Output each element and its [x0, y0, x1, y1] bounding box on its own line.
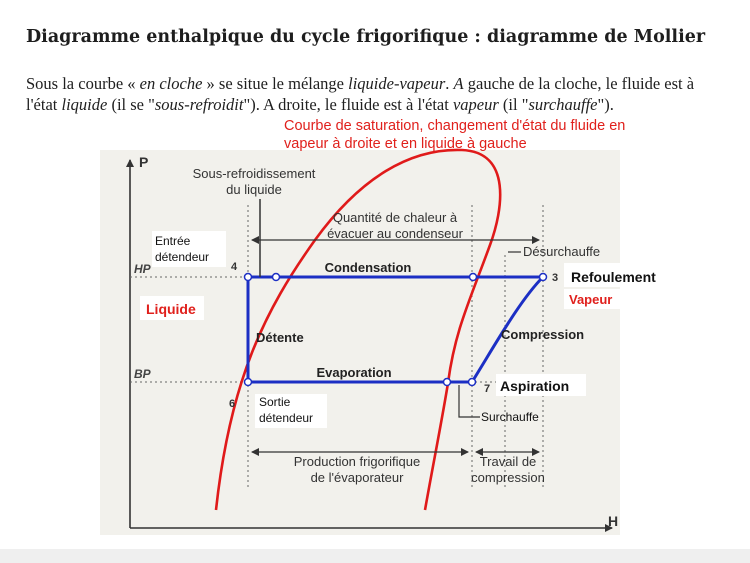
production-label-2: de l'évaporateur [310, 470, 404, 485]
travail-label-1: Travail de [479, 454, 537, 469]
sous-refroidissement-label-2: du liquide [226, 182, 282, 197]
para-text: » se situe le mélange [202, 74, 349, 93]
para-text: "). [597, 95, 614, 114]
production-label-1: Production frigorifique [293, 454, 421, 469]
chaleur-label-2: évacuer au condenseur [327, 226, 463, 241]
vapeur-label: Vapeur [569, 292, 613, 307]
para-italic: liquide-vapeur [348, 74, 446, 93]
evaporation-label: Evaporation [316, 365, 392, 380]
para-text: . [445, 74, 454, 93]
detente-label: Détente [256, 330, 304, 345]
para-text: (il " [498, 95, 529, 114]
compression-label: Compression [501, 327, 585, 342]
saturation-annotation [284, 117, 625, 153]
point-evap-saturation [444, 379, 451, 386]
saturation-annotation-line-2: vapeur à droite et en liquide à gauche [284, 136, 527, 152]
liquide-label: Liquide [146, 301, 196, 317]
axis-h-label: H [608, 513, 619, 529]
point-6 [245, 379, 252, 386]
point-7 [469, 379, 476, 386]
entree-label-1: Entrée [155, 234, 191, 248]
number-3: 3 [552, 272, 559, 284]
para-italic: surchauffe [528, 95, 598, 114]
hp-label: HP [134, 262, 151, 276]
para-text: "). A droite, le fluide est à l'état [243, 95, 453, 114]
travail-label-2: compression [471, 470, 545, 485]
desurchauffe-label: Désurchauffe [523, 244, 601, 259]
sortie-label-2: détendeur [259, 411, 314, 425]
para-text: gauche de la cloche, le fluide est à l'état [26, 74, 695, 114]
number-4: 4 [231, 261, 238, 273]
point-vapour-saturation [470, 274, 477, 281]
number-6: 6 [229, 398, 236, 410]
point-liquid-saturation [273, 274, 280, 281]
para-italic: en cloche [139, 74, 203, 93]
point-3 [540, 274, 547, 281]
para-text: (il se " [107, 95, 155, 114]
bottom-band [0, 549, 750, 563]
aspiration-label: Aspiration [500, 378, 570, 394]
saturation-annotation-line-1: Courbe de saturation, changement d'état du fluide en [284, 118, 626, 134]
point-4 [245, 274, 252, 281]
para-italic: vapeur [452, 95, 499, 114]
axis-p-label: P [139, 154, 149, 170]
chaleur-label-1: Quantité de chaleur à [332, 210, 458, 225]
entree-label-2: détendeur [155, 250, 210, 264]
para-italic: sous-refroidit [154, 95, 244, 114]
surchauffe-label: Surchauffe [481, 410, 539, 424]
para-italic: A [453, 74, 464, 93]
number-7: 7 [484, 383, 491, 395]
page-title: Diagramme enthalpique du cycle frigorifique : diagramme de Mollier [26, 27, 706, 47]
refoulement-label: Refoulement [571, 269, 656, 285]
condensation-label: Condensation [324, 260, 412, 275]
para-text: Sous la courbe « [26, 74, 140, 93]
sous-refroidissement-label-1: Sous-refroidissement [192, 166, 316, 181]
para-italic: liquide [61, 95, 108, 114]
sortie-label-1: Sortie [259, 395, 291, 409]
bp-label: BP [134, 367, 151, 381]
